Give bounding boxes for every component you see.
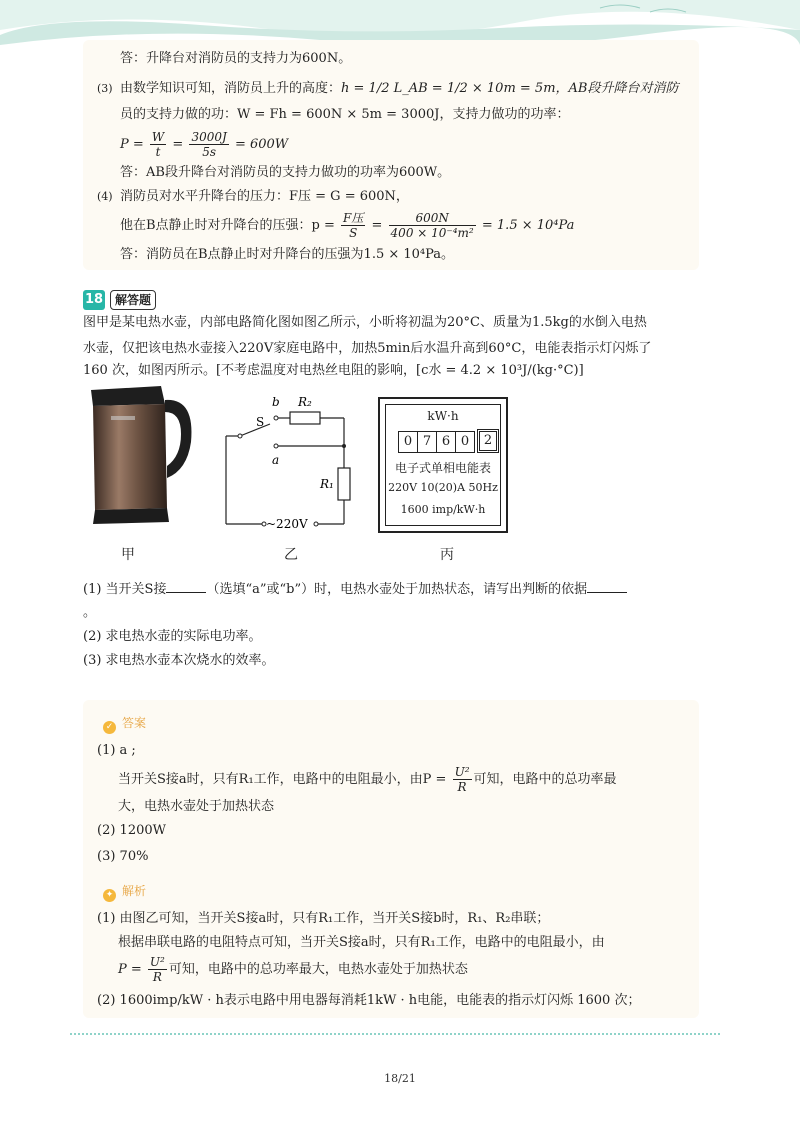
answer-blank-2[interactable] [587, 580, 627, 593]
meter-unit: kW·h [427, 409, 459, 423]
meter-digit: 0 [398, 431, 418, 453]
prev-solution-line-2: 由数学知识可知，消防员上升的高度：h = 1/2 L_AB = 1/2 × 10m = 5m，AB段升降台对消防 [120, 81, 679, 96]
page-number: 18/21 [384, 1072, 416, 1085]
question-number-badge: 18 [83, 290, 105, 310]
meter-digits [398, 431, 497, 453]
answer-1-explanation-2: 大，电热水壶处于加热状态 [118, 799, 275, 814]
prev-solution-line-3: 员的支持力做的功：W = Fh = 600N × 5m = 3000J，支持力做功的功率： [120, 107, 570, 122]
sub-question-number: (4) [97, 190, 113, 203]
energy-meter [378, 397, 508, 533]
r2-label: R₂ [298, 395, 312, 409]
analysis-line-2: 根据串联电路的电阻特点可知，当开关S接a时，只有R₁工作，电路中的电阻最小，由 [118, 935, 605, 950]
sub-question-number: (3) [97, 82, 113, 95]
analysis-line-4: (2) 1600imp/kW · h表示电路中用电器每消耗1kW · h电能，电能表的指示灯闪烁 1600 次； [97, 993, 641, 1008]
question-text-line-2: 水壶，仅把该电热水壶接入220V家庭电路中，加热5min后水温升高到60°C，电能表指示灯闪烁了 [83, 341, 652, 356]
kettle-image [83, 382, 203, 530]
figure-label-bing: 丙 [440, 547, 454, 563]
sub-question-1-end: 。 [83, 605, 97, 620]
analysis-line-3: P = $\frac{\text{U²}}{R}$ 可知，电路中的总功率最大，电热水壶处于加热状态 [118, 955, 468, 984]
analysis-line-1: (1) 由图乙可知，当开关S接a时，只有R₁工作，当开关S接b时，R₁、R₂串联； [97, 911, 550, 926]
check-icon: ✓ [103, 721, 116, 734]
section-divider [70, 1033, 720, 1035]
answer-tag: ✓ 答案 [103, 714, 146, 734]
answer-1: (1) a ; [97, 743, 136, 758]
answer-3: (3) 70% [97, 849, 149, 864]
meter-digit: 7 [418, 431, 437, 453]
power-formula: P = $\frac{W}{t}$ = $\frac{3000J}{5s}$ = 600W [120, 130, 289, 159]
sub-question-3: (3) 求电热水壶本次烧水的效率。 [83, 653, 275, 668]
pressure-formula: 他在B点静止时对升降台的压强：p = $\frac{\text{F压}}{S}$ = $\frac{600N}{\text{400 × 10⁻⁴m²}}$ = 1.5 × 10⁴Pa [120, 211, 575, 240]
answer-1-explanation-1: 当开关S接a时，只有R₁工作，电路中的电阻最小，由P = $\frac{\text{U²}}{R}$ 可知，电路中的总功率最 [118, 765, 617, 794]
lightbulb-icon: ✦ [103, 889, 116, 902]
circuit-diagram [222, 388, 362, 538]
meter-digit: 6 [437, 431, 456, 453]
question-text-line-1: 图甲是某电热水壶，内部电路简化图如图乙所示，小昕将初温为20°C、质量为1.5kg的水倒入电热 [83, 315, 647, 330]
meter-name: 电子式单相电能表 [394, 461, 491, 475]
sub-question-2: (2) 求电热水壶的实际电功率。 [83, 629, 262, 644]
switch-label: S [256, 415, 265, 429]
figure-label-yi: 乙 [284, 547, 298, 563]
node-b-label: b [272, 395, 280, 409]
prev-solution-line-6: 消防员对水平升降台的压力：F压 = G = 600N， [120, 189, 409, 204]
source-label: ~220V [266, 517, 308, 531]
answer-blank-1[interactable] [166, 580, 206, 593]
figure-label-jia: 甲 [121, 547, 135, 563]
meter-spec-1: 220V 10(20)A 50Hz [388, 481, 498, 494]
r1-label: R₁ [320, 477, 334, 491]
question-type-badge: 解答题 [110, 290, 156, 310]
node-a-label: a [272, 453, 280, 467]
answer-2: (2) 1200W [97, 823, 166, 838]
prev-answer-line-1: 答：升降台对消防员的支持力为600N。 [120, 51, 352, 66]
prev-answer-line-5: 答：AB段升降台对消防员的支持力做功的功率为600W。 [120, 165, 451, 180]
analysis-tag: ✦ 解析 [103, 882, 146, 902]
meter-digit: 0 [456, 431, 475, 453]
meter-spec-2: 1600 imp/kW·h [400, 503, 486, 516]
question-text-line-3: 160 次，如图丙所示。[不考虑温度对电热丝电阻的影响，[c水 = 4.2 × 10³J/(kg·°C)] [83, 363, 584, 378]
prev-answer-line-8: 答：消防员在B点静止时对升降台的压强为1.5 × 10⁴Pa。 [120, 247, 455, 262]
meter-decimal-digit: 2 [479, 431, 497, 451]
sub-question-1: (1) 当开关S接 （选填“a”或“b”）时，电热水壶处于加热状态，请写出判断的依据 [83, 580, 627, 599]
